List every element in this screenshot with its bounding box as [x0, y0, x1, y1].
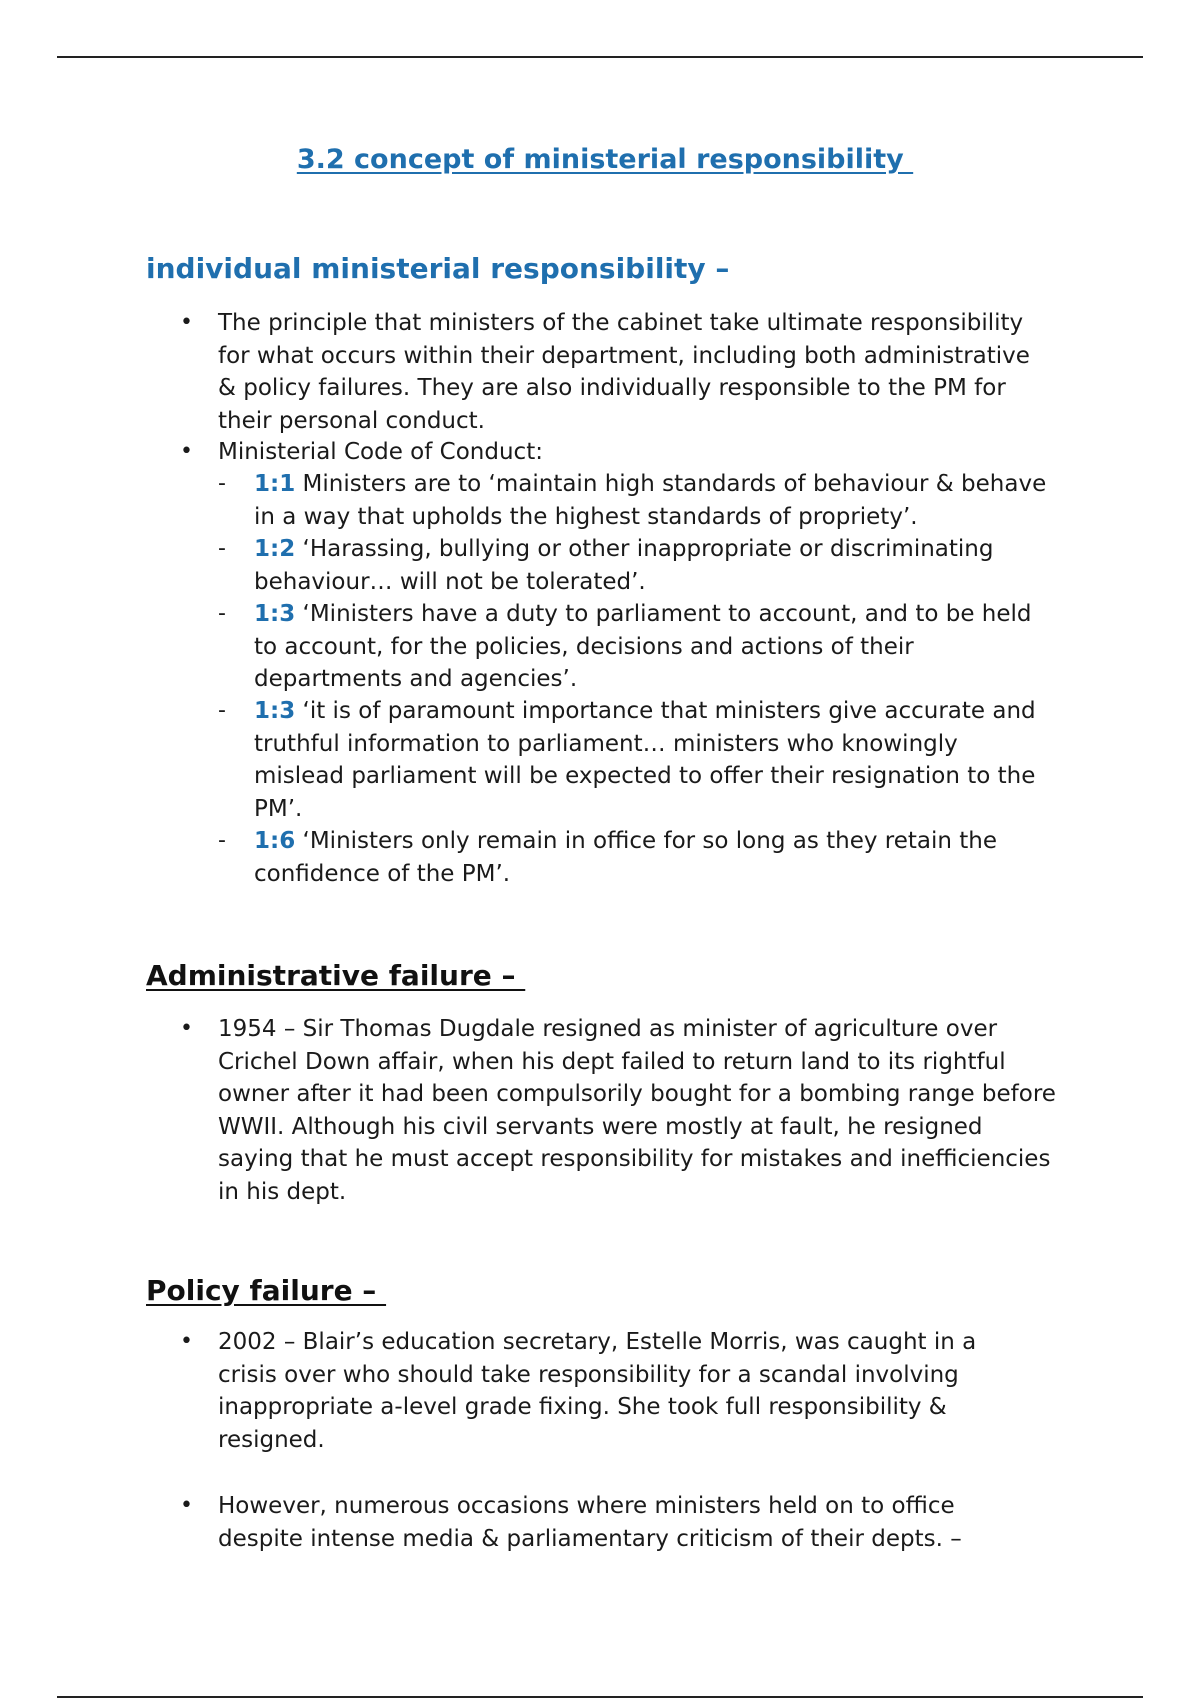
code-number: 1:6 [254, 828, 296, 854]
code-number: 1:3 [254, 601, 296, 627]
dash-icon: - [218, 601, 226, 626]
policy-bullet-morris: 2002 – Blair’s education secretary, Estelle Morris, was caught in a crisis over who should take responsibility for a scandal involving inappropriate a-level grade fixing. She took full responsibility & resigned. [218, 1329, 977, 1453]
bullet-icon: • [180, 310, 193, 335]
administrative-bullet-dugdale: 1954 – Sir Thomas Dugdale resigned as minister of agriculture over Crichel Down affair, when his dept failed to return land to its rightful owner after it had been compulsorily bought for a bombing range before WWII. Although his civil servants were mostly at fault, he resigned saying that he must accept responsibility for mistakes and inefficiencies in his dept. [218, 1016, 1056, 1205]
code-item [254, 598, 1054, 696]
bullet-icon: • [180, 439, 193, 464]
code-number: 1:1 [254, 471, 296, 497]
bottom-rule [57, 1696, 1143, 1698]
code-text: ‘Harassing, bullying or other inappropriate or discriminating behaviour… will not be tolerated’. [254, 536, 994, 595]
policy-bullet-however: However, numerous occasions where ministers held on to office despite intense media & parliamentary criticism of their depts. – [218, 1493, 962, 1552]
dash-icon: - [218, 828, 226, 853]
code-text: Ministers are to ‘maintain high standards of behaviour & behave in a way that upholds the highest standards of propriety’. [254, 471, 1047, 530]
top-rule [57, 56, 1143, 58]
page-title: 3.2 concept of ministerial responsibility [296, 144, 914, 175]
heading-individual-responsibility: individual ministerial responsibility – [146, 252, 730, 285]
heading-administrative-failure: Administrative failure – [146, 959, 526, 992]
code-item [254, 468, 1054, 533]
code-text: ‘Ministers only remain in office for so long as they retain the confidence of the PM’. [254, 828, 998, 887]
bullet-icon: • [180, 1016, 193, 1041]
dash-icon: - [218, 536, 226, 561]
individual-bullet-principle: The principle that ministers of the cabinet take ultimate responsibility for what occurs within their department, including both administrative & policy failures. They are also individually responsible to the PM for their personal conduct. [218, 310, 1030, 434]
dash-icon: - [218, 471, 226, 496]
bullet-icon: • [180, 1493, 193, 1518]
dash-icon: - [218, 698, 226, 723]
code-text: ‘Ministers have a duty to parliament to account, and to be held to account, for the policies, decisions and actions of their departments and agencies’. [254, 601, 1032, 692]
code-item [254, 695, 1054, 825]
heading-policy-failure: Policy failure – [146, 1274, 387, 1307]
code-number: 1:2 [254, 536, 296, 562]
code-number: 1:3 [254, 698, 296, 724]
individual-bullet-code-of-conduct: Ministerial Code of Conduct: [218, 439, 543, 465]
code-item [254, 533, 1054, 598]
code-item [254, 825, 1054, 890]
bullet-icon: • [180, 1329, 193, 1354]
code-text: ‘it is of paramount importance that ministers give accurate and truthful information to parliament… ministers who knowingly mislead parliament will be expected to offer their resignation to the PM’. [254, 698, 1036, 822]
